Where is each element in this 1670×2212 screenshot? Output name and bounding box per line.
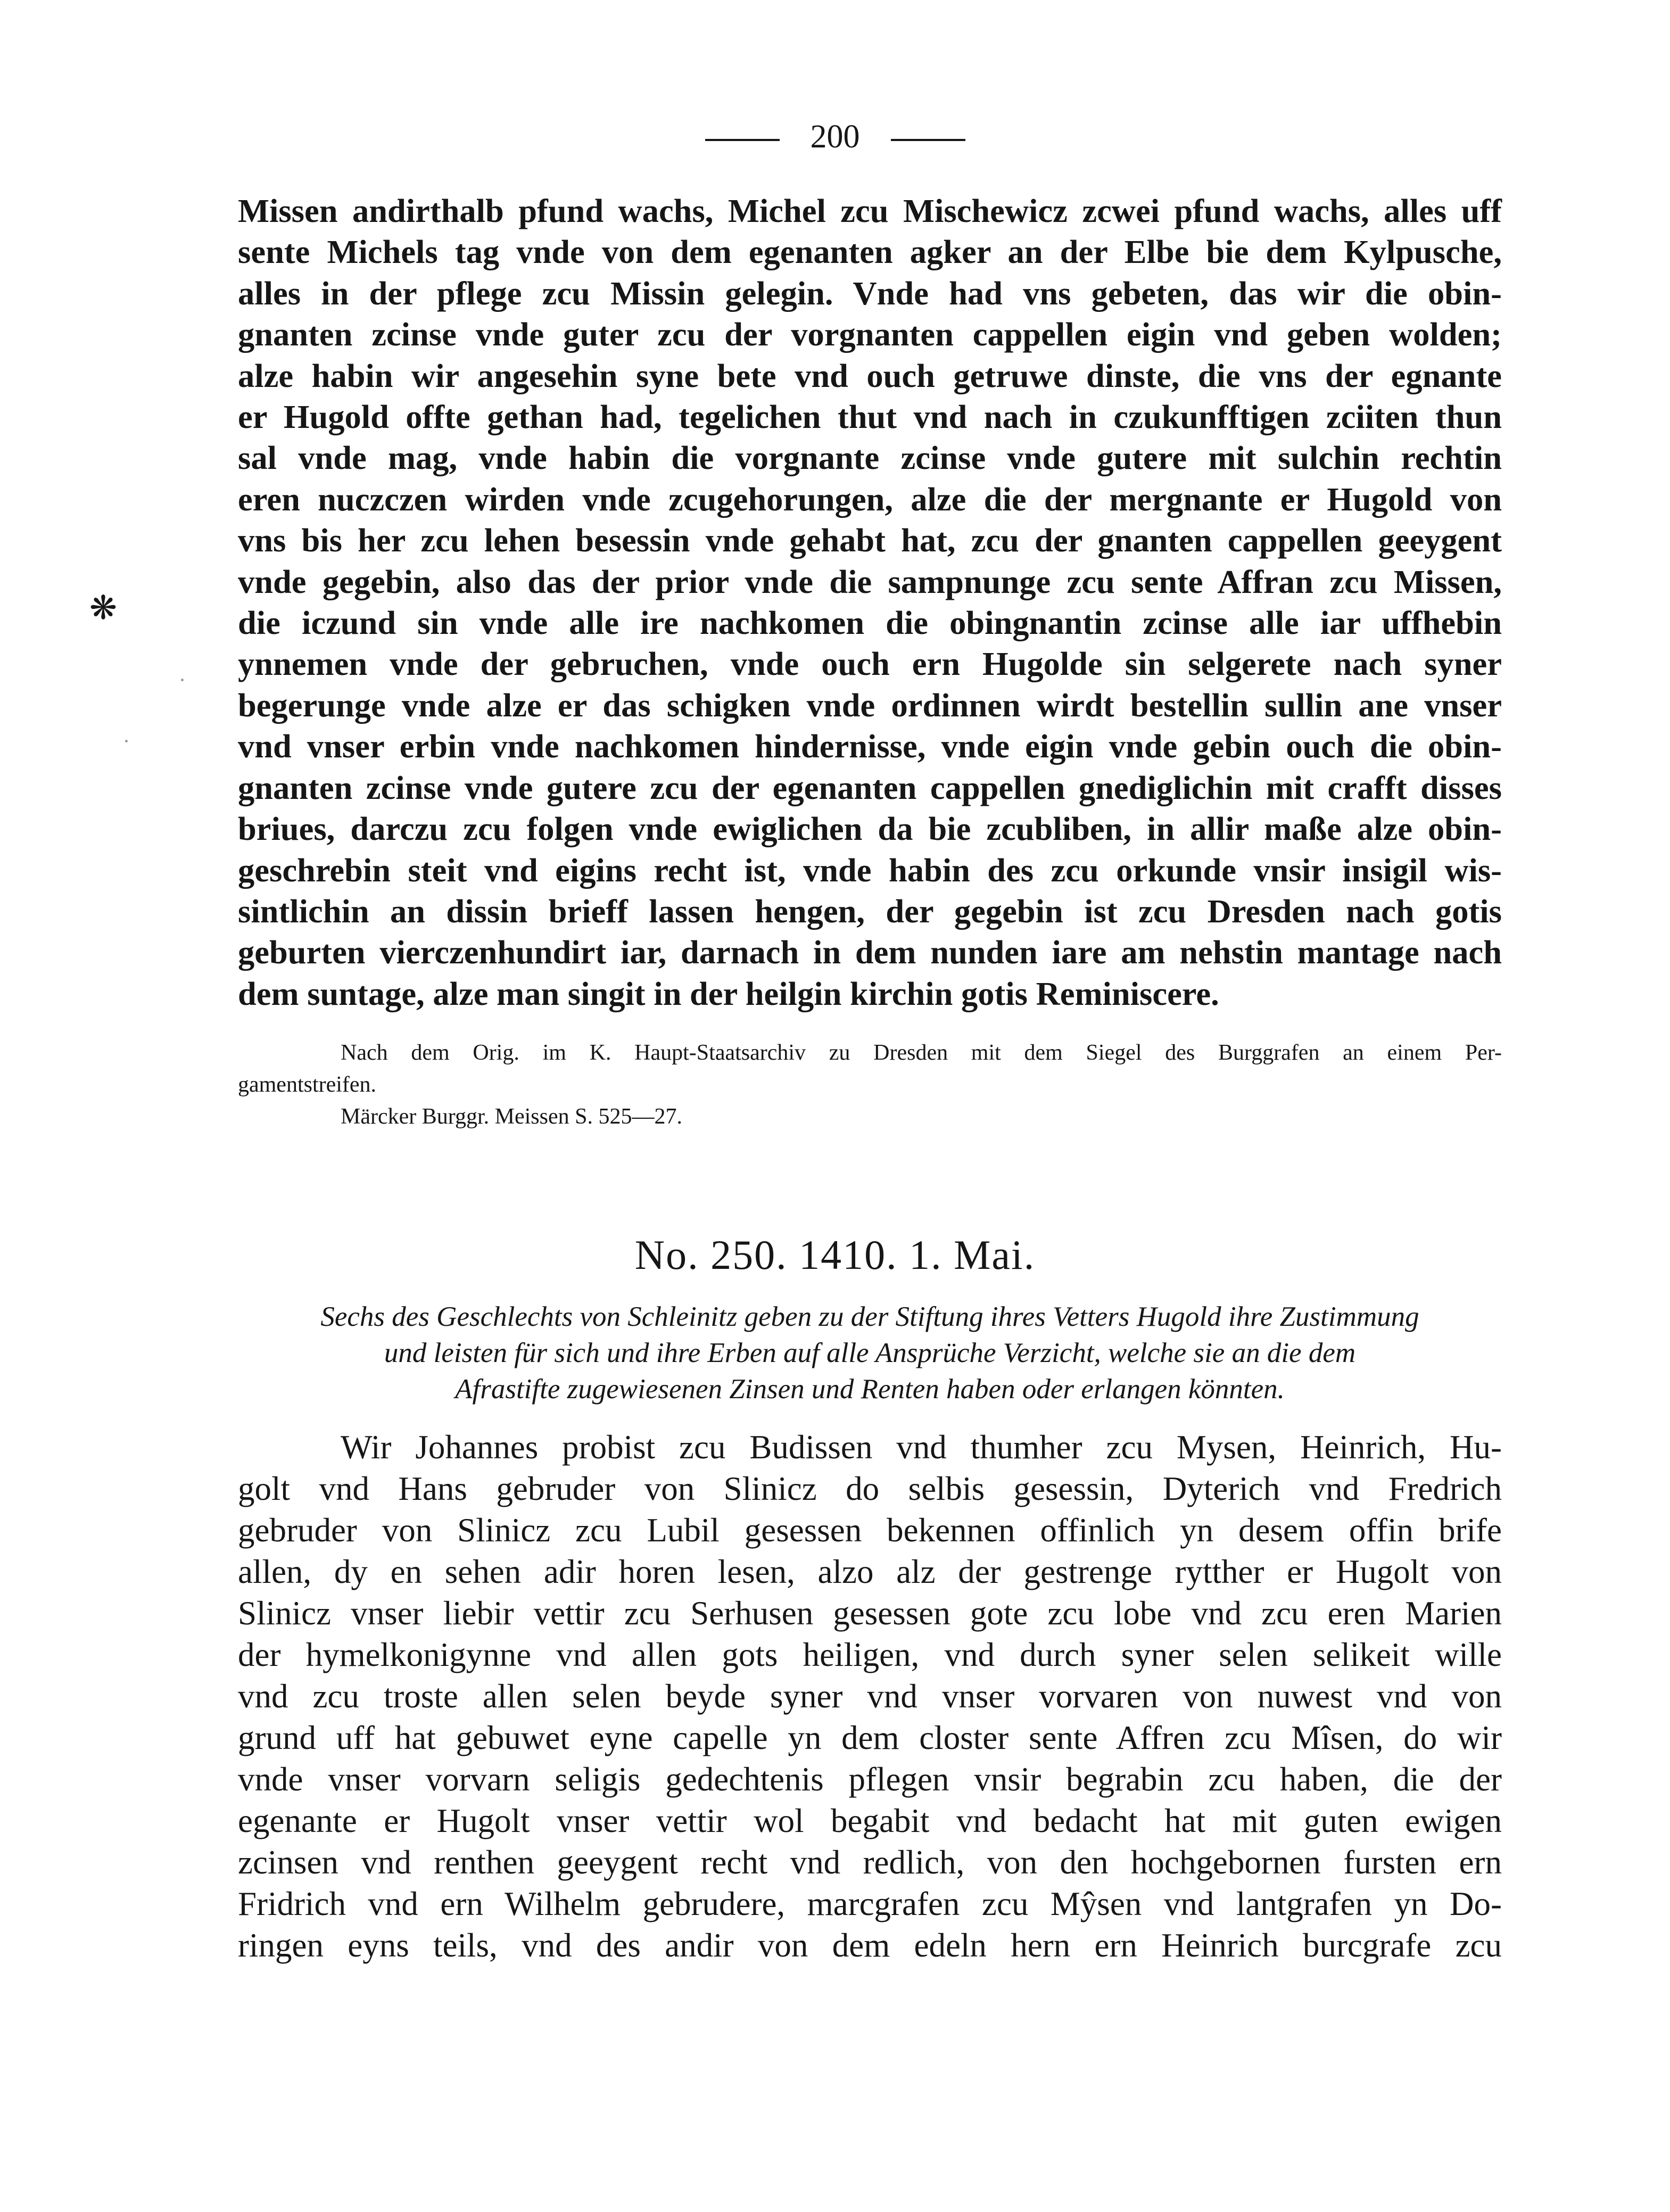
text-line: golt vnd Hans gebruder von Slinicz do selbis gesessin, Dyterich vnd Fredrich (238, 1470, 1502, 1507)
text-line: ringen eyns teils, vnd des andir von dem edeln hern ern Heinrich burcgrafe zcu (238, 1927, 1502, 1964)
text-line: sintlichin an dissin brieff lassen hengen, der gegebin ist zcu Dresden nach gotis (238, 892, 1502, 930)
text-line: allen, dy en sehen adir horen lesen, alzo alz der gestrenge rytther er Hugolt von (238, 1553, 1502, 1590)
text-line: alze habin wir angesehin syne bete vnd ouch getruwe dinste, die vns der egnante (238, 357, 1502, 394)
source-note-line: gamentstreifen. (238, 1072, 377, 1097)
text-line: gnanten zcinse vnde guter zcu der vorgnanten cappellen eigin vnd geben wolden; (238, 316, 1502, 353)
page-number-header (0, 118, 1670, 155)
text-line: eren nuczczen wirden vnde zcugehorungen, alze die der mergnante er Hugold von (238, 480, 1502, 518)
text-line: egenante er Hugolt vnser vettir wol begabit vnd bedacht hat mit guten ewigen (238, 1802, 1502, 1839)
text-line: begerunge vnde alze er das schigken vnde ordinnen wirdt bestellin sullin ane vnser (238, 686, 1502, 724)
margin-ornament-icon: ❋ (89, 590, 117, 626)
document-title: No. 250. 1410. 1. Mai. (634, 1232, 1036, 1278)
text-line: geburten vierczenhundirt iar, darnach in dem nunden iare am nehstin mantage nach (238, 934, 1502, 971)
text-line: sente Michels tag vnde von dem egenanten agker an der Elbe bie dem Kylpusche, (238, 233, 1502, 271)
text-line: vnd zcu troste allen selen beyde syner vnd vnser vorvaren von nuwest vnd von (238, 1678, 1502, 1715)
margin-speck (125, 740, 128, 742)
text-line: er Hugold offte gethan had, tegelichen thut vnd nach in czukunfftigen zciiten thun (238, 398, 1502, 436)
text-line: die iczund sin vnde alle ire nachkomen die obingnantin zcinse alle iar uffhebin (238, 604, 1502, 642)
summary-line: und leisten für sich und ihre Erben auf alle Ansprüche Verzicht, welche sie an die dem (384, 1338, 1356, 1368)
summary-line: Afrastifte zugewiesenen Zinsen und Renten haben oder erlangen könnten. (455, 1374, 1285, 1405)
text-line: ynnemen vnde der gebruchen, vnde ouch ern Hugolde sin selgerete nach syner (238, 645, 1502, 683)
text-line: Wir Johannes probist zcu Budissen vnd thumher zcu Mysen, Heinrich, Hu- (341, 1429, 1502, 1466)
previous-charter-continuation (238, 191, 1502, 1014)
text-line: briues, darczu zcu folgen vnde ewiglichen da bie zcubliben, in allir maße alze obin- (238, 810, 1502, 848)
text-line: Missen andirthalb pfund wachs, Michel zcu Mischewicz zcwei pfund wachs, alles uff (238, 192, 1502, 229)
text-line: der hymelkonigynne vnd allen gots heiligen, vnd durch syner selen selikeit wille (238, 1636, 1502, 1673)
margin-speck (181, 679, 184, 681)
right-dash (891, 139, 965, 141)
source-note-line: Nach dem Orig. im K. Haupt-Staatsarchiv zu Dresden mit dem Siegel des Burggrafen an einem Per- (341, 1041, 1502, 1065)
left-dash (705, 139, 780, 141)
text-line: zcinsen vnd renthen geeygent recht vnd redlich, von den hochgebornen fursten ern (238, 1844, 1502, 1881)
text-line: Fridrich vnd ern Wilhelm gebrudere, marcgrafen zcu Mŷsen vnd lantgrafen yn Do- (238, 1885, 1502, 1922)
text-line: dem suntage, alze man singit in der heilgin kirchin gotis Reminiscere. (238, 975, 1219, 1012)
text-line: Slinicz vnser liebir vettir zcu Serhusen gesessen gote zcu lobe vnd zcu eren Marien (238, 1595, 1502, 1632)
document-summary (238, 1299, 1502, 1407)
text-line: sal vnde mag, vnde habin die vorgnante zcinse vnde gutere mit sulchin rechtin (238, 439, 1502, 477)
text-line: vnde gegebin, also das der prior vnde die sampnunge zcu sente Affran zcu Missen, (238, 563, 1502, 600)
text-line: gebruder von Slinicz zcu Lubil gesessen bekennen offinlich yn desem offin brife (238, 1512, 1502, 1549)
bibliography-note: Märcker Burggr. Meissen S. 525—27. (341, 1104, 682, 1129)
page-number: 200 (810, 119, 860, 155)
text-line: vns bis her zcu lehen besessin vnde gehabt hat, zcu der gnanten cappellen geeygent (238, 522, 1502, 559)
text-line: vnd vnser erbin vnde nachkomen hindernisse, vnde eigin vnde gebin ouch die obin- (238, 728, 1502, 765)
text-line: grund uff hat gebuwet eyne capelle yn dem closter sente Affren zcu Mîsen, do wir (238, 1719, 1502, 1756)
text-line: alles in der pflege zcu Missin gelegin. Vnde had vns gebeten, das wir die obin- (238, 274, 1502, 312)
text-line: geschrebin steit vnd eigins recht ist, vnde habin des zcu orkunde vnsir insigil wis- (238, 851, 1502, 889)
text-line: vnde vnser vorvarn seligis gedechtenis pflegen vnsir begrabin zcu haben, die der (238, 1761, 1502, 1798)
charter-text (238, 1426, 1502, 1966)
text-line: gnanten zcinse vnde gutere zcu der egenanten cappellen gnediglichin mit crafft disses (238, 769, 1502, 806)
summary-line: Sechs des Geschlechts von Schleinitz geben zu der Stiftung ihres Vetters Hugold ihre Zustimmung (320, 1301, 1419, 1332)
